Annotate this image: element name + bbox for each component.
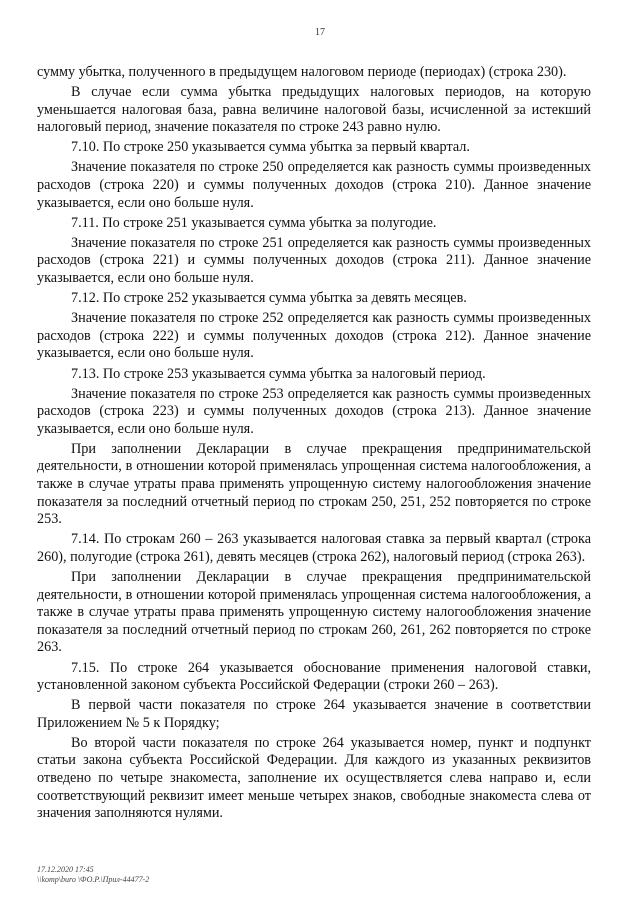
paragraph: 7.10. По строке 250 указывается сумма убытка за первый квартал. — [71, 139, 470, 156]
paragraph: Во второй части показателя по строке 264 указывается номер, пункт и подпункт статьи закона субъекта Российской Федерации. Для каждого из указанных реквизитов отведено по четыре знакоместа, заполнение их осуществляется слева направо и, если соответствующий реквизит имеет меньше четырех знаков, свободные знакоместа слева от значения заполняются нулями. — [37, 734, 591, 822]
paragraph: 7.15. По строке 264 указывается обоснование применения налоговой ставки, установленной законом субъекта Российской Федерации (строки 260 – 263). — [37, 659, 591, 694]
paragraph: При заполнении Декларации в случае прекращения предпринимательской деятельности, в отношении которой применялась упрощенная система налогообложения, а также в случае утраты права применять упрощенную систему налогообложения значение показателя за последний отчетный период по строкам 250, 251, 252 повторяется по строке 253. — [37, 440, 591, 528]
paragraph: В случае если сумма убытка предыдущих налоговых периодов, на которую уменьшается налоговая база, равна величине налоговой базы, исчисленной за истекший налоговый период, значение показателя по строке 243 равно нулю. — [37, 84, 591, 136]
document-body — [37, 64, 591, 825]
footer-timestamp: 17.12.2020 17:45 — [37, 865, 94, 874]
paragraph: В первой части показателя по строке 264 указывается значение в соответствии Приложением № 5 к Порядку; — [37, 697, 591, 731]
paragraph: 7.11. По строке 251 указывается сумма убытка за полугодие. — [71, 214, 437, 231]
paragraph: 7.12. По строке 252 указывается сумма убытка за девять месяцев. — [71, 290, 467, 307]
paragraph: Значение показателя по строке 253 определяется как разность суммы произведенных расходов (строка 223) и суммы полученных доходов (строка 213). Данное значение указывается, если оно больше нуля. — [37, 385, 591, 437]
paragraph: 7.13. По строке 253 указывается сумма убытка за налоговый период. — [71, 365, 486, 382]
footer — [37, 865, 149, 885]
page-number: 17 — [315, 27, 325, 38]
paragraph: 7.14. По строкам 260 – 263 указывается налоговая ставка за первый квартал (строка 260), полугодие (строка 261), девять месяцев (строка 262), налоговый период (строка 263). — [37, 531, 591, 565]
paragraph: Значение показателя по строке 251 определяется как разность суммы произведенных расходов (строка 221) и суммы полученных доходов (строка 211). Данное значение указывается, если оно больше нуля. — [37, 234, 591, 287]
paragraph: сумму убытка, полученного в предыдущем налоговом периоде (периодах) (строка 230). — [37, 64, 567, 80]
paragraph: Значение показателя по строке 250 определяется как разность суммы произведенных расходов (строка 220) и суммы полученных доходов (строка 210). Данное значение указывается, если оно больше нуля. — [37, 159, 591, 211]
footer-file-path: \\komp\buro \ФО.Р.\Прил-44477-2 — [37, 875, 150, 884]
paragraph: Значение показателя по строке 252 определяется как разность суммы произведенных расходов (строка 222) и суммы полученных доходов (строка 212). Данное значение указывается, если оно больше нуля. — [37, 310, 591, 362]
paragraph: При заполнении Декларации в случае прекращения предпринимательской деятельности, в отношении которой применялась упрощенная система налогообложения, а также в случае утраты права применять упрощенную систему налогообложения значение показателя за последний отчетный период по строкам 260, 261, 262 повторяется по строке 263. — [37, 569, 591, 656]
